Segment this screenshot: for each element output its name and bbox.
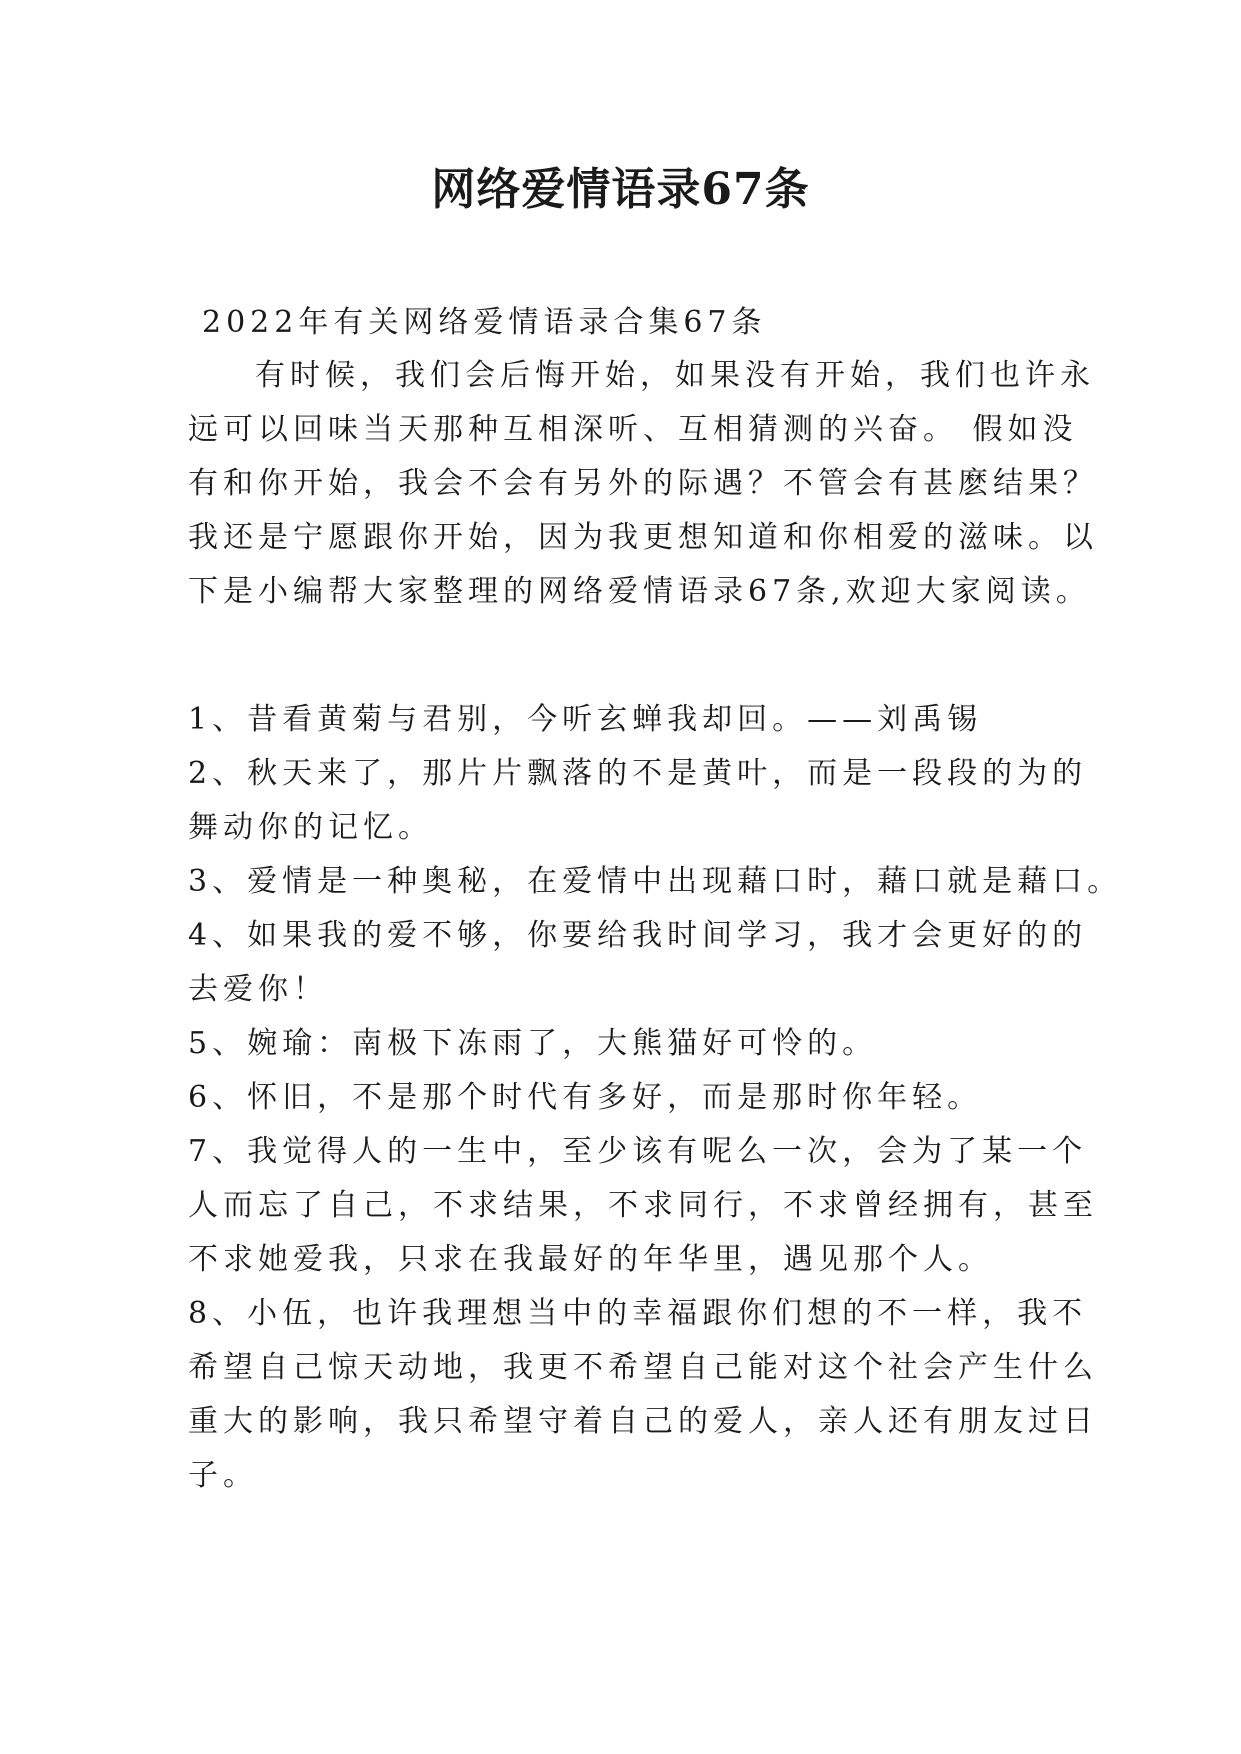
intro-line-3: 有和你开始，我会不会有另外的际遇？不管会有甚麽结果？ [188,466,1098,501]
quote-line-14: 重大的影响，我只希望守着自己的爱人，亲人还有朋友过日 [188,1404,1098,1439]
quote-line-9: 7、我觉得人的一生中，至少该有呢么一次，会为了某一个 [188,1134,1088,1169]
quote-line-12: 8、小伍，也许我理想当中的幸福跟你们想的不一样，我不 [188,1296,1088,1331]
quote-line-7: 5、婉瑜：南极下冻雨了，大熊猫好可怜的。 [188,1026,878,1061]
intro-line-1: 有时候，我们会后悔开始，如果没有开始，我们也许永 [255,358,1095,393]
quote-line-1: 1、昔看黄菊与君别，今听玄蝉我却回。——刘禹锡 [188,702,983,737]
quote-line-6: 去爱你！ [188,972,328,1007]
quote-line-15: 子。 [188,1458,258,1493]
quote-line-2: 2、秋天来了，那片片飘落的不是黄叶，而是一段段的为的 [188,756,1088,791]
quote-line-3: 舞动你的记忆。 [188,810,433,845]
quote-line-8: 6、怀旧，不是那个时代有多好，而是那时你年轻。 [188,1080,983,1115]
intro-line-5: 下是小编帮大家整理的网络爱情语录67条,欢迎大家阅读。 [188,574,1091,609]
quote-line-10: 人而忘了自己，不求结果，不求同行，不求曾经拥有，甚至 [188,1188,1098,1223]
document-title: 网络爱情语录67条 [431,164,810,215]
quote-line-13: 希望自己惊天动地，我更不希望自己能对这个社会产生什么 [188,1350,1098,1385]
quote-line-5: 4、如果我的爱不够，你要给我时间学习，我才会更好的的 [188,918,1088,953]
intro-line-2: 远可以回味当天那种互相深听、互相猜测的兴奋。 假如没 [188,412,1078,447]
quote-line-4: 3、爱情是一种奥秘，在爱情中出现藉口时，藉口就是藉口。 [188,864,1123,899]
quote-line-11: 不求她爱我，只求在我最好的年华里，遇见那个人。 [188,1242,993,1277]
intro-line-4: 我还是宁愿跟你开始，因为我更想知道和你相爱的滋味。以 [188,520,1098,555]
document-subtitle: 2022年有关网络爱情语录合集67条 [202,305,767,340]
